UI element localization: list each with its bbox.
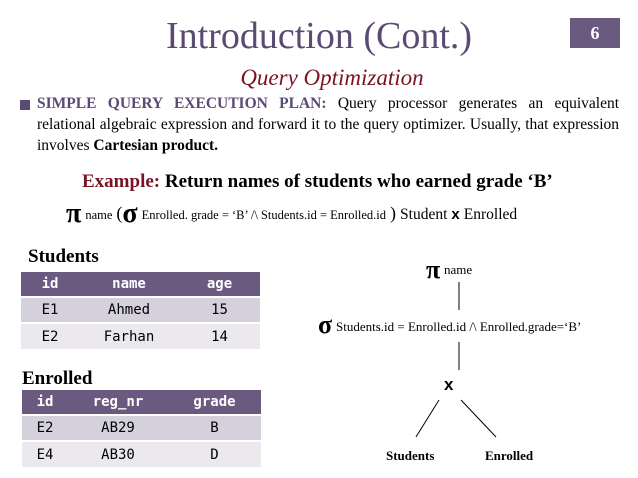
tree-sigma-label: Students.id = Enrolled.id /\ Enrolled.grade=‘B’ — [336, 319, 582, 334]
table-cell: AB30 — [68, 441, 168, 467]
table-cell: E1 — [21, 297, 79, 323]
table-row — [21, 323, 260, 349]
table-cell: 14 — [179, 323, 260, 349]
column-header: reg_nr — [68, 390, 168, 415]
bullet-emphasis: Cartesian product. — [93, 137, 218, 154]
table-header-row — [21, 272, 260, 297]
cross-product-symbol: x — [451, 206, 460, 223]
tree-edge-left — [416, 400, 439, 437]
table-row — [22, 441, 261, 467]
tree-pi-symbol: π — [426, 255, 441, 284]
table-header-row — [22, 390, 261, 415]
open-paren: ( — [116, 203, 123, 223]
column-header: grade — [168, 390, 261, 415]
table-cell: AB29 — [68, 415, 168, 441]
tree-leaf-enrolled: Enrolled — [485, 448, 534, 463]
slide-subtitle: Query Optimization — [240, 65, 424, 90]
close-paren: ) — [390, 203, 397, 223]
relational-expression — [66, 198, 517, 230]
enrolled-table — [22, 390, 261, 467]
students-table-title: Students — [28, 246, 99, 267]
table-cell: D — [168, 441, 261, 467]
students-table — [21, 272, 260, 349]
left-relation: Student — [400, 206, 448, 223]
column-header: id — [22, 390, 68, 415]
tree-leaf-students: Students — [386, 448, 435, 463]
example-label: Example: — [82, 171, 161, 192]
tree-cross-symbol: x — [444, 375, 454, 394]
table-cell: E2 — [21, 323, 79, 349]
pi-symbol: π — [66, 198, 82, 229]
right-relation: Enrolled — [463, 206, 518, 223]
table-cell: 15 — [179, 297, 260, 323]
query-tree-diagram — [300, 250, 630, 472]
tree-pi-label: name — [444, 262, 473, 277]
column-header: name — [79, 272, 179, 297]
tree-sigma-symbol: σ — [318, 310, 333, 339]
column-header: age — [179, 272, 260, 297]
tree-edge-right — [461, 400, 496, 437]
sigma-symbol: σ — [122, 198, 138, 229]
column-header: id — [21, 272, 79, 297]
slide-title: Introduction (Cont.) — [165, 15, 473, 57]
pi-subscript: name — [85, 208, 113, 222]
sigma-subscript: Enrolled. grade = ‘B’ /\ Students.id = Enrolled.id — [141, 208, 387, 222]
example-text: Return names of students who earned grade ‘B’ — [160, 171, 553, 192]
bullet-text: Query processor generates an equivalent relational algebraic expression and forward it to the query optimizer. Usually, that expression involves — [37, 95, 620, 154]
table-cell: Farhan — [79, 323, 179, 349]
table-row — [21, 297, 260, 323]
example-line — [82, 170, 553, 194]
bullet-paragraph — [37, 93, 619, 156]
bullet-square-icon — [20, 100, 30, 110]
table-cell: B — [168, 415, 261, 441]
page-number: 6 — [570, 18, 620, 48]
table-row — [22, 415, 261, 441]
enrolled-table-title: Enrolled — [22, 368, 93, 389]
bullet-lead: SIMPLE QUERY EXECUTION PLAN: — [37, 95, 327, 112]
table-cell: Ahmed — [79, 297, 179, 323]
table-cell: E4 — [22, 441, 68, 467]
table-cell: E2 — [22, 415, 68, 441]
